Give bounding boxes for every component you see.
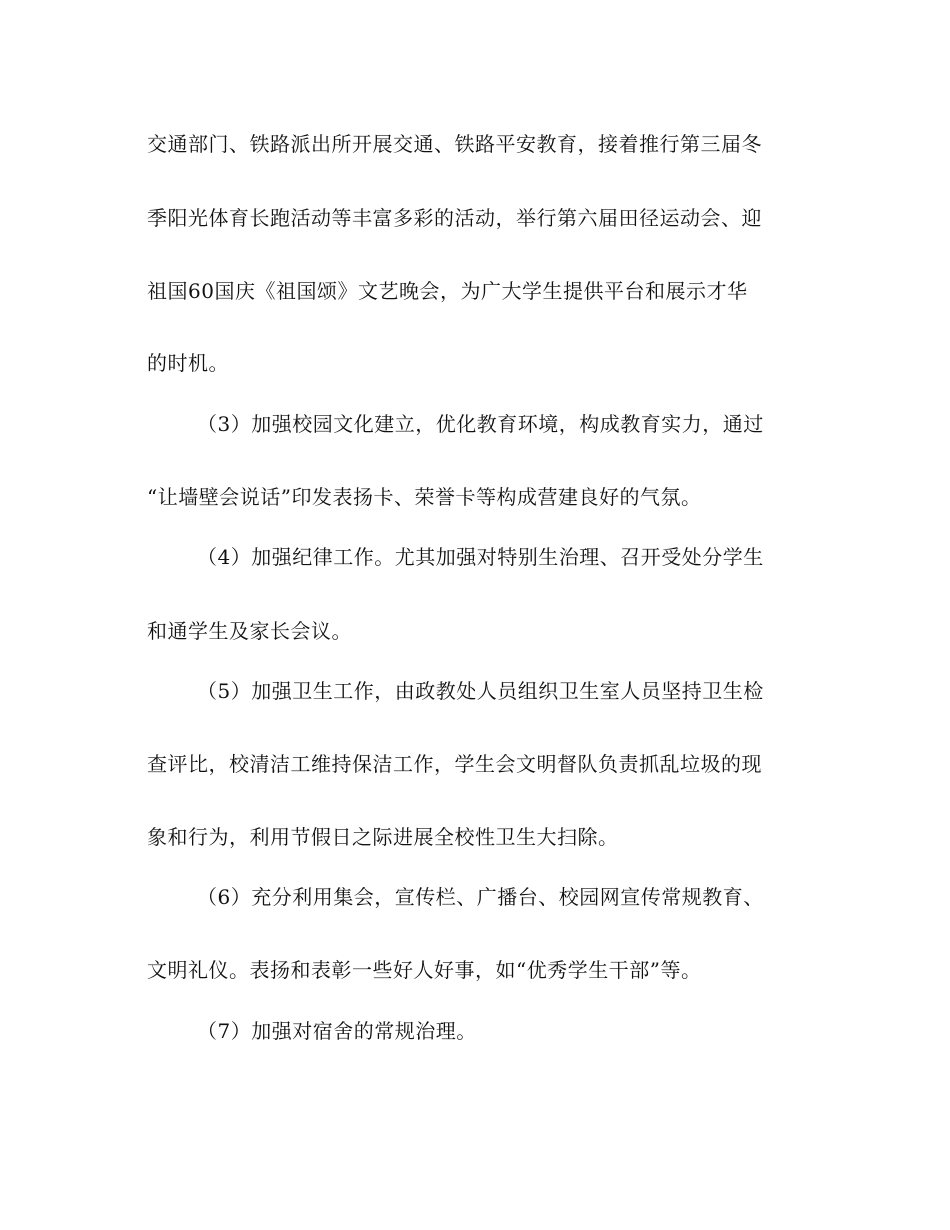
paragraph-3-line-2: “让墙壁会说话”印发表扬卡、荣誉卡等构成营建良好的气氛。 (147, 485, 702, 509)
text-line-4: 的时机。 (147, 351, 229, 375)
paragraph-4-line-1: （4）加强纪律工作。尤其加强对特别生治理、召开受处分学生 (197, 545, 764, 569)
paragraph-5-line-3: 象和行为，利用节假日之际进展全校性卫生大扫除。 (147, 825, 619, 849)
paragraph-5-line-2: 查评比，校清洁工维持保洁工作，学生会文明督队负责抓乱垃圾的现 (147, 752, 762, 776)
text-line-3: 祖国60国庆《祖国颂》文艺晚会，为广大学生提供平台和展示才华 (147, 279, 748, 303)
paragraph-6-line-2: 文明礼仪。表扬和表彰一些好人好事，如“优秀学生干部”等。 (147, 958, 702, 982)
text-line-1: 交通部门、铁路派出所开展交通、铁路平安教育，接着推行第三届冬 (147, 132, 762, 156)
paragraph-3-line-1: （3）加强校园文化建立，优化教育环境，构成教育实力，通过 (197, 412, 764, 436)
text-line-2: 季阳光体育长跑活动等丰富多彩的活动，举行第六届田径运动会、迎 (147, 206, 762, 230)
paragraph-6-line-1: （6）充分利用集会，宣传栏、广播台、校园网宣传常规教育、 (197, 885, 764, 909)
paragraph-5-line-1: （5）加强卫生工作，由政教处人员组织卫生室人员坚持卫生检 (197, 679, 764, 703)
paragraph-7-line-1: （7）加强对宿舍的常规治理。 (197, 1019, 477, 1043)
paragraph-4-line-2: 和通学生及家长会议。 (147, 619, 352, 643)
